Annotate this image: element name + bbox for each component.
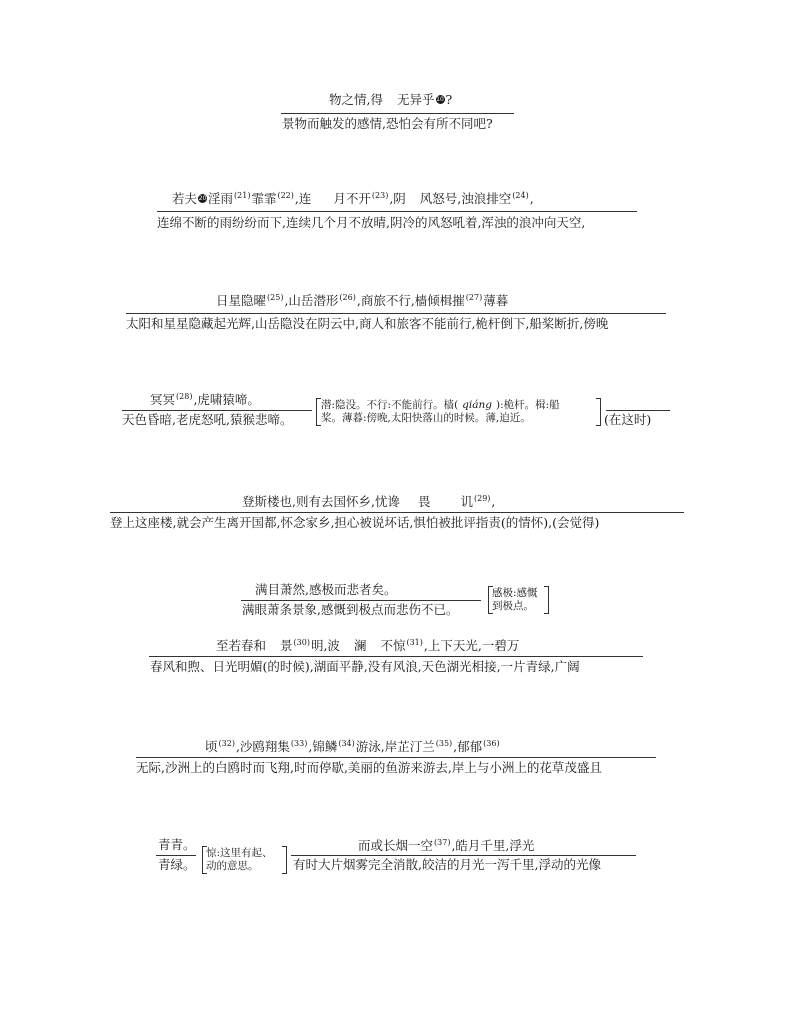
divider xyxy=(149,656,643,657)
block9-note-line2: 动的意思。 xyxy=(206,860,259,872)
text: 不惊 xyxy=(380,638,406,653)
block4-note-line2: 桨。薄暮:傍晚,太阳快落山的时候。薄,迫近。 xyxy=(321,412,531,424)
text: 畏 xyxy=(417,494,431,509)
text: ,郁郁 xyxy=(453,739,483,754)
note-bracket-right xyxy=(544,586,549,614)
text: 薄暮 xyxy=(483,293,509,308)
text: ,连 xyxy=(294,191,312,206)
footnote-ref: (23) xyxy=(371,191,389,200)
footnote-ref: (36) xyxy=(483,739,500,748)
text: ,上下天光,一碧万 xyxy=(423,638,520,653)
text: ,山岳潜形 xyxy=(284,293,339,308)
text: 澜 xyxy=(353,638,367,653)
footnote-ref: (28) xyxy=(176,392,193,401)
text: , xyxy=(491,494,496,509)
footnote-ref: (22) xyxy=(277,191,294,200)
text: , xyxy=(529,191,534,206)
text: ,阴 xyxy=(389,191,406,206)
block9-translation: 有时大片烟雾完全消散,皎洁的月光一泻千里,浮动的光像 xyxy=(293,857,601,872)
text: 景 xyxy=(280,638,293,653)
text: 物之情,得 xyxy=(329,92,383,107)
block6-note-line2: 到极点。 xyxy=(492,600,534,612)
divider xyxy=(281,113,514,114)
block9-left-original: 青青。 xyxy=(158,837,196,852)
divider xyxy=(291,855,636,856)
footnote-ref: (35) xyxy=(435,739,453,748)
block5-translation: 登上这座楼,就会产生离开国都,怀念家乡,担心被说坏话,惧怕被批评指责(的情怀),(会觉得) xyxy=(110,515,600,530)
block7-translation: 春风和煦、日光明媚(的时候),湖面平静,没有风浪,天色湖光相接,一片青绿,广阔 xyxy=(150,659,580,674)
block6-translation: 满眼萧条景象,感慨到极点而悲伤不已。 xyxy=(242,602,459,617)
footnote-ref: (30) xyxy=(293,638,310,647)
divider xyxy=(156,855,196,856)
footnote-ref: (31) xyxy=(406,638,423,647)
block2-original xyxy=(172,192,534,206)
block8-original xyxy=(205,740,501,754)
divider xyxy=(122,410,312,411)
block9-left-translation: 青绿。 xyxy=(158,857,196,872)
block8-translation: 无际,沙洲上的白鸥时而飞翔,时而停歇,美丽的鱼游来游去,岸上与小洲上的花草茂盛且 xyxy=(136,760,602,775)
text: ,锦鳞 xyxy=(308,739,338,754)
divider xyxy=(136,757,656,758)
block6-note-line1: 感极:感慨 xyxy=(492,587,538,599)
block9-original xyxy=(358,839,534,853)
text: 顷 xyxy=(205,739,218,754)
block1-translation: 景物而触发的感情,恐怕会有所不同吧? xyxy=(282,116,493,131)
note-text: ):桅杆。楫:船 xyxy=(496,399,560,411)
text: 月不开 xyxy=(333,191,371,206)
text: ,商旅不行,樯倾楫摧 xyxy=(356,293,465,308)
text: ,皓月千里,浮光 xyxy=(451,838,535,853)
block4-note-line1 xyxy=(321,400,560,411)
note-bracket-right xyxy=(596,398,601,426)
block4-side-translation: (在这时) xyxy=(604,412,652,427)
footnote-ref: (25) xyxy=(267,293,284,302)
text: 明,波 xyxy=(310,638,340,653)
block3-original xyxy=(216,294,508,308)
divider xyxy=(126,313,666,314)
text: ,沙鸥翔集 xyxy=(235,739,290,754)
divider xyxy=(606,410,670,411)
text: 至若春和 xyxy=(216,638,267,653)
circled-number: 10 xyxy=(436,96,444,103)
block4-original xyxy=(150,393,260,407)
block1-original xyxy=(329,94,452,107)
text: 冥冥 xyxy=(150,392,176,407)
footnote-ref: (27) xyxy=(465,293,483,302)
note-text: 潜:隐没。不行:不能前行。樯( xyxy=(321,399,459,411)
text: 无异乎 xyxy=(396,92,435,107)
footnote-ref: (33) xyxy=(290,739,308,748)
text: 而或长烟一空 xyxy=(358,838,434,853)
block9-note-line1: 惊:这里有起、 xyxy=(206,847,273,859)
note-bracket-right xyxy=(282,846,287,874)
footnote-ref: (37) xyxy=(434,838,451,847)
text: 霏霏 xyxy=(251,191,277,206)
divider xyxy=(241,600,481,601)
divider xyxy=(157,211,637,212)
text: 登斯楼也,则有去国怀乡,忧谗 xyxy=(242,494,400,509)
block3-translation: 太阳和星星隐藏起光辉,山岳隐没在阴云中,商人和旅客不能前行,桅杆倒下,船桨断折,傍晚 xyxy=(126,316,609,331)
text: ? xyxy=(445,92,453,107)
divider xyxy=(110,512,684,513)
text: 若夫 xyxy=(172,191,198,206)
text: 风怒号,浊浪排空 xyxy=(419,191,512,206)
text: 淫雨 xyxy=(208,191,234,206)
block2-translation: 连绵不断的雨纷纷而下,连续几个月不放晴,阴冷的风怒吼着,浑浊的浪冲向天空, xyxy=(157,215,586,230)
footnote-ref: (21) xyxy=(234,191,251,200)
footnote-ref: (24) xyxy=(512,191,529,200)
block5-original xyxy=(242,495,495,509)
text: 讥 xyxy=(460,494,473,509)
footnote-ref: (29) xyxy=(473,494,491,503)
pinyin: qiáng xyxy=(462,399,492,411)
block7-original xyxy=(216,639,519,653)
footnote-ref: (26) xyxy=(339,293,356,302)
block6-original: 满目萧然,感极而悲者矣。 xyxy=(255,582,397,597)
text: 游泳,岸芷汀兰 xyxy=(355,739,435,754)
circled-number: 20 xyxy=(198,195,207,202)
footnote-ref: (32) xyxy=(218,739,235,748)
block4-translation: 天色昏暗,老虎怒吼,猿猴悲啼。 xyxy=(122,412,293,427)
text: ,虎啸猿啼。 xyxy=(193,392,260,407)
footnote-ref: (34) xyxy=(338,739,355,748)
text: 日星隐曜 xyxy=(216,293,267,308)
